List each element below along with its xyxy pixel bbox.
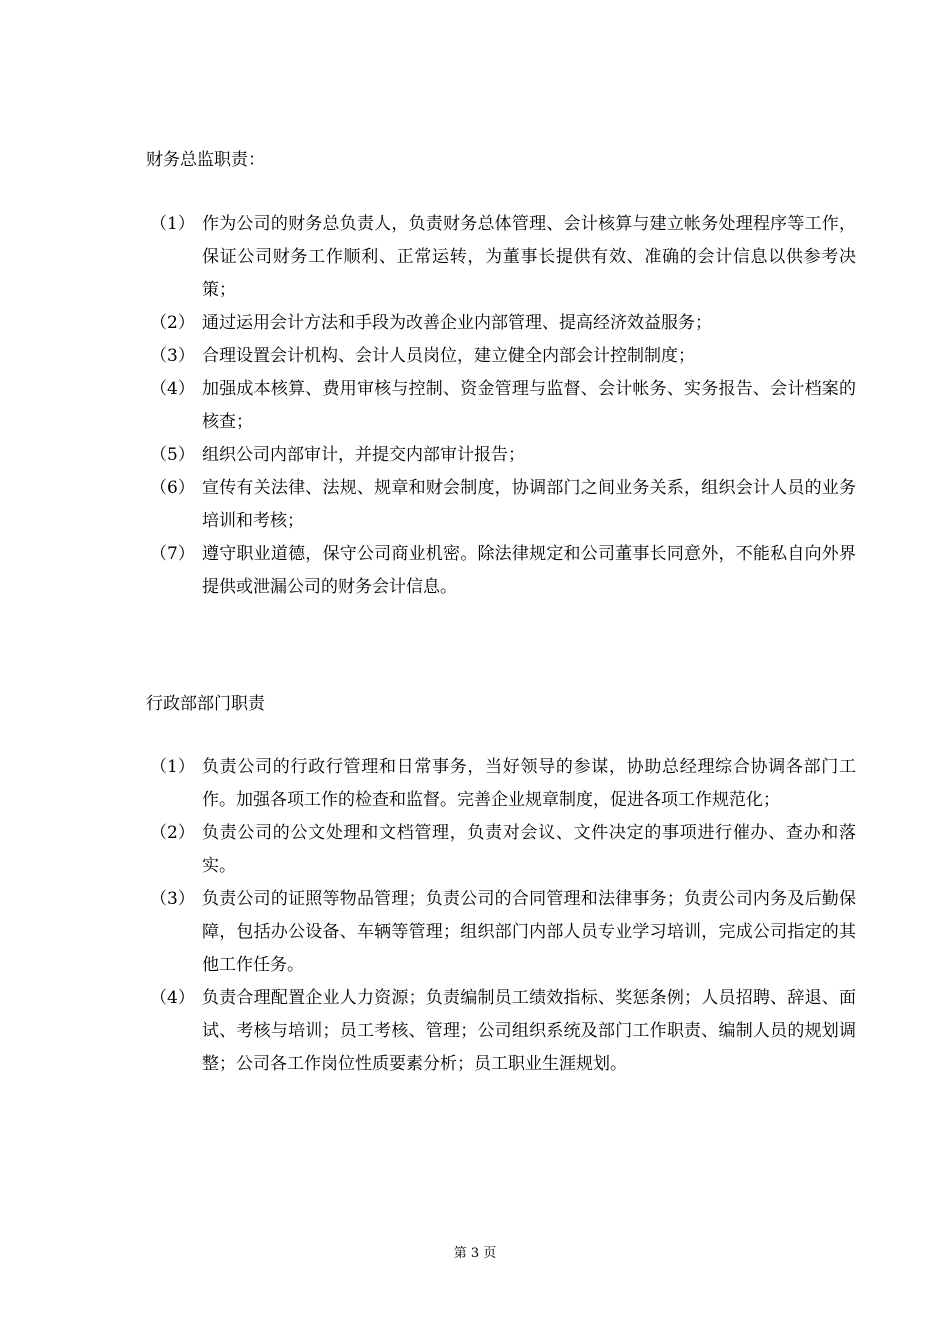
finance-director-duties-list <box>146 208 856 604</box>
item-number: （1） <box>150 214 195 234</box>
list-item <box>146 982 856 1081</box>
list-item <box>146 208 856 307</box>
item-number: （7） <box>150 544 195 564</box>
item-number: （4） <box>150 379 195 399</box>
list-item <box>146 373 856 439</box>
item-number: （3） <box>150 346 195 366</box>
item-text: 组织公司内部审计，并提交内部审计报告； <box>202 445 525 465</box>
list-item <box>146 472 856 538</box>
item-text: 遵守职业道德，保守公司商业机密。除法律规定和公司董事长同意外，不能私自向外界提供或泄漏公司的财务会计信息。 <box>202 544 856 597</box>
list-item <box>146 751 856 817</box>
item-number: （3） <box>150 889 195 909</box>
item-number: （1） <box>150 757 195 777</box>
item-number: （6） <box>150 478 195 498</box>
section-title-admin-department: 行政部部门职责 <box>146 694 265 714</box>
list-item <box>146 307 856 340</box>
item-number: （2） <box>150 823 195 843</box>
list-item <box>146 340 856 373</box>
list-item <box>146 439 856 472</box>
list-item <box>146 538 856 604</box>
page-number: 第 3 页 <box>453 1246 497 1261</box>
section-title-finance-director: 财务总监职责： <box>146 150 265 170</box>
item-text: 通过运用会计方法和手段为改善企业内部管理、提高经济效益服务； <box>202 313 712 333</box>
item-number: （2） <box>150 313 195 333</box>
item-text: 合理设置会计机构、会计人员岗位，建立健全内部会计控制制度； <box>202 346 695 366</box>
list-item <box>146 883 856 982</box>
item-text: 负责公司的行政行管理和日常事务，当好领导的参谋，协助总经理综合协调各部门工作。加强各项工作的检查和监督。完善企业规章制度，促进各项工作规范化； <box>202 757 856 810</box>
item-text: 负责公司的证照等物品管理；负责公司的合同管理和法律事务；负责公司内务及后勤保障，包括办公设备、车辆等管理；组织部门内部人员专业学习培训，完成公司指定的其他工作任务。 <box>202 889 856 975</box>
item-text: 负责合理配置企业人力资源；负责编制员工绩效指标、奖惩条例；人员招聘、辞退、面试、考核与培训；员工考核、管理；公司组织系统及部门工作职责、编制人员的规划调整；公司各工作岗位性质要素分析；员工职业生涯规划。 <box>202 988 856 1074</box>
item-text: 作为公司的财务总负责人，负责财务总体管理、会计核算与建立帐务处理程序等工作，保证公司财务工作顺利、正常运转，为董事长提供有效、准确的会计信息以供参考决策； <box>202 214 856 300</box>
item-text: 加强成本核算、费用审核与控制、资金管理与监督、会计帐务、实务报告、会计档案的核查； <box>202 379 856 432</box>
item-text: 宣传有关法律、法规、规章和财会制度，协调部门之间业务关系，组织会计人员的业务培训和考核； <box>202 478 856 531</box>
admin-department-duties-list <box>146 751 856 1081</box>
list-item <box>146 817 856 883</box>
item-text: 负责公司的公文处理和文档管理，负责对会议、文件决定的事项进行催办、查办和落实。 <box>202 823 856 876</box>
item-number: （4） <box>150 988 195 1008</box>
item-number: （5） <box>150 445 195 465</box>
